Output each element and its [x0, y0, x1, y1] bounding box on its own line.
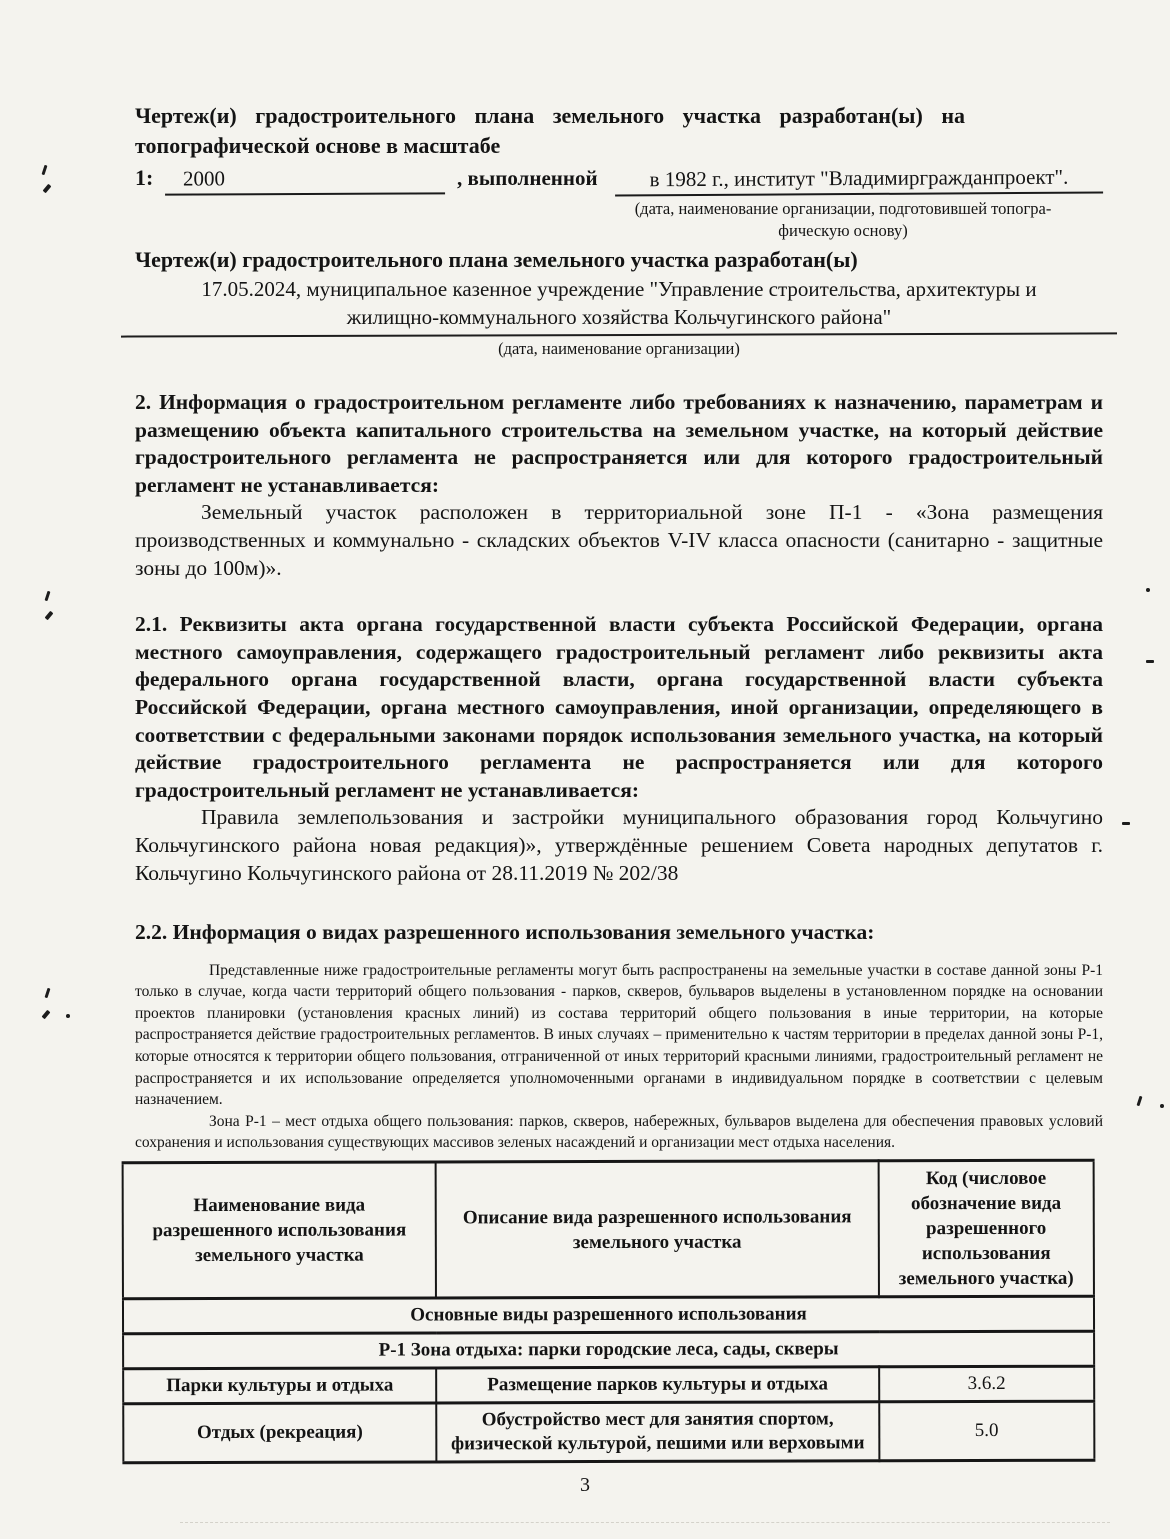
scan-artifact — [45, 988, 51, 998]
scale-value-field: 2000 — [165, 162, 445, 195]
header-name-column: Наименование вида разрешенного использования земельного участка — [123, 1162, 436, 1299]
section-2-2-heading: 2.2. Информация о видах разрешенного использования земельного участка: — [135, 920, 875, 945]
scan-artifact — [45, 611, 54, 620]
scan-artifact — [43, 184, 52, 193]
section-2-2-para2: Зона Р-1 – мест отдыха общего пользования: парков, скверов, набережных, бульваров выделена для обеспечения правовых условий сохранения и использования существующих массивов зеленых насаждений и организации мест отдыха населения. — [135, 1112, 1103, 1152]
developer-caption: (дата, наименование организации) — [498, 339, 740, 358]
row1-name: Парки культуры и отдыха — [123, 1368, 436, 1404]
header-code-column: Код (числовое обозначение вида разрешенного использования земельного участка) — [878, 1160, 1094, 1297]
scan-artifact — [42, 1010, 51, 1019]
page-number: 3 — [580, 1474, 590, 1496]
drawing-title-line1: Чертеж(и) градостроительного плана земельного участка разработан(ы) на — [135, 103, 965, 128]
scan-artifact — [66, 1014, 70, 1018]
table-zone-row — [123, 1331, 1094, 1369]
section-2-1-heading: 2.1. Реквизиты акта органа государственной власти субъекта Российской Федерации, органа местного самоуправления, содержащего градостроительный регламент либо реквизиты акта федерального органа государственной власти, органа государственной власти субъекта Российской Федерации, органа местного самоуправления, иной организации, определяющего в соответствии с федеральными законами порядок использования земельного участка, на который действие градостроительного регламента не распространяется или для которого градостроительный регламент не устанавливается: — [135, 612, 1103, 802]
topo-caption-line1: (дата, наименование организации, подготовившей топогра- — [634, 199, 1052, 218]
drawing-title-line2: топографической основе в масштабе — [135, 133, 501, 158]
scan-artifact — [1146, 588, 1150, 592]
table-row — [123, 1366, 1094, 1404]
topo-caption — [583, 198, 1103, 242]
section-2-2-para1: Представленные ниже градостроительные регламенты могут быть распространены на земельные участки в составе данной зоны Р-1 только в случае, когда части территорий общего пользования - парков, скверов, бульваров выделены в установленном порядке на основании проектов планировки (установления красных линий) из состава территорий общего пользования в иные территории, на которые распространяется действие градостроительных регламентов. В иных случаях – применительно к частям территории в пределах данной зоны Р-1, которые относятся к территории общего пользования, отграниченной от иных территорий красными линиями, градостроительный регламент не распространяется и их использование определяется уполномоченными органами в индивидуальном порядке в соответствии с целевым назначением. — [135, 961, 1103, 1109]
drawing-title2: Чертеж(и) градостроительного плана земельного участка разработан(ы) — [135, 247, 858, 272]
row2-description: Обустройство мест для занятия спортом, физической культурой, пешими или верховыми — [436, 1402, 879, 1462]
made-by-label: , выполненной — [457, 166, 598, 190]
scan-artifact — [1122, 822, 1130, 825]
scan-artifact — [1146, 660, 1154, 663]
developer-underline — [121, 332, 1117, 337]
row1-code: 3.6.2 — [879, 1366, 1094, 1402]
table-section-row — [123, 1296, 1094, 1334]
table-header-row — [123, 1160, 1094, 1299]
row2-code: 5.0 — [879, 1401, 1094, 1461]
scan-bottom-edge — [180, 1522, 1110, 1523]
section-2-heading: 2. Информация о градостроительном регламенте либо требованиях к назначению, параметрам и размещению объекта капитального строительства на земельном участке, на который действие градостроительного регламента не распространяется или для которого градостроительный регламент не устанавливается: — [135, 390, 1103, 497]
section-2-1-body: Правила землепользования и застройки муниципального образования город Кольчугино Кольчугинского района новая редакция)», утверждённые решением Совета народных депутатов г. Кольчугино Кольчугинского района от 28.11.2019 № 202/38 — [135, 805, 1103, 885]
scan-artifact — [1160, 1104, 1164, 1108]
zone-row-label: Р-1 Зона отдыха: парки городские леса, сады, скверы — [123, 1331, 1094, 1369]
section-2-body: Земельный участок расположен в территориальной зоне П-1 - «Зона размещения производственных и коммунально - складских объектов V-IV класса опасности (санитарно - защитные зоны до 100м)». — [135, 500, 1103, 580]
permitted-use-table — [122, 1159, 1096, 1465]
table-row — [123, 1401, 1094, 1463]
row1-description: Размещение парков культуры и отдыха — [436, 1367, 879, 1403]
scale-prefix: 1: — [135, 165, 154, 190]
scale-row — [135, 163, 1103, 195]
section-row-label: Основные виды разрешенного использования — [123, 1296, 1094, 1334]
scan-artifact — [1137, 1096, 1143, 1106]
topo-caption-line2: фическую основу) — [778, 221, 908, 240]
document-content — [135, 101, 1103, 1463]
developer-line2: жилищно-коммунального хозяйства Кольчугинского района" — [346, 305, 892, 329]
header-description-column: Описание вида разрешенного использования земельного участка — [436, 1161, 879, 1298]
scan-artifact — [45, 591, 51, 601]
row2-name: Отдых (рекреация) — [123, 1403, 436, 1463]
developer-line1: 17.05.2024, муниципальное казенное учреждение "Управление строительства, архитектуры и — [201, 277, 1037, 301]
scan-artifact — [42, 165, 48, 175]
made-by-value-field: в 1982 г., институт "Владимиргражданпроект". — [615, 162, 1103, 197]
